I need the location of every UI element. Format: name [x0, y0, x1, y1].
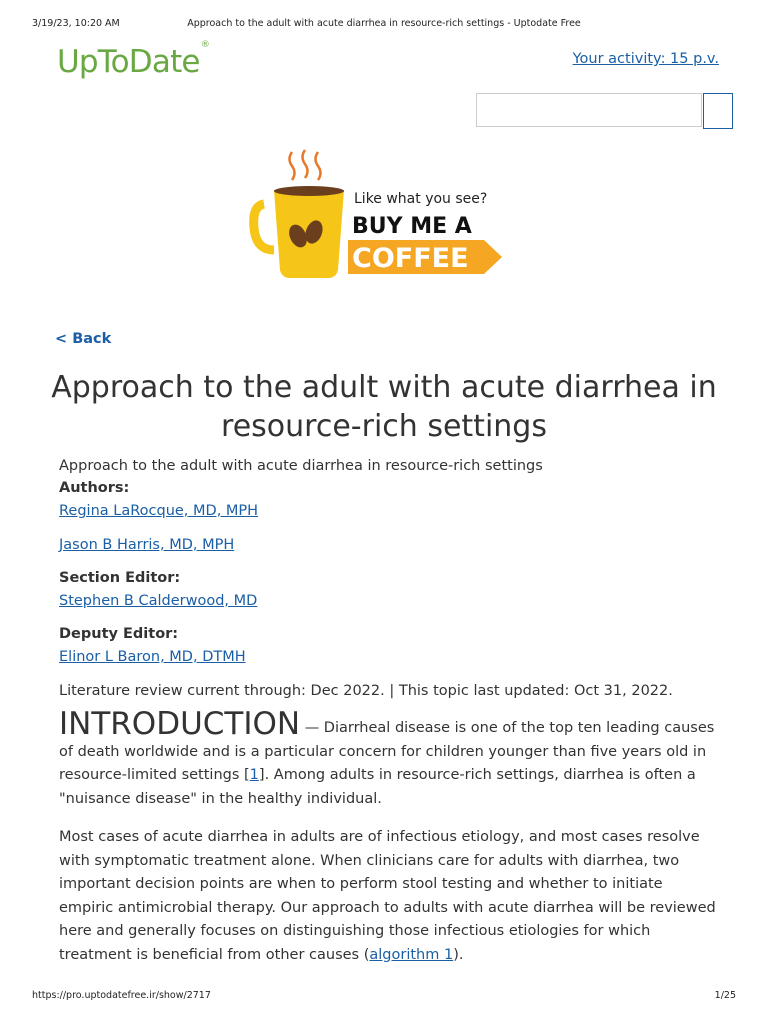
banner-line2: COFFEE: [352, 243, 469, 274]
introduction-heading: INTRODUCTION: [59, 706, 301, 742]
article-subtitle: Approach to the adult with acute diarrhea in resource-rich settings: [59, 458, 543, 474]
back-link[interactable]: < Back: [55, 331, 112, 347]
banner-tagline: Like what you see?: [354, 191, 488, 207]
para2-text-a: Most cases of acute diarrhea in adults are of infectious etiology, and most cases resolve with symptomatic treatment alone. When clinicians care for adults with diarrhea, two important decision points are when to perform stool testing and whether to initiate empiric antimicrobial therapy. Our approach to adults with acute diarrhea will be reviewed here and generally focuses on distinguishing those infectious etiologies for which treatment is beneficial from other causes (: [59, 829, 716, 963]
article-body: [59, 456, 719, 967]
search-input[interactable]: [476, 93, 702, 127]
algorithm-link[interactable]: algorithm 1: [369, 946, 454, 963]
section-editor-label: Section Editor:: [59, 570, 181, 586]
page-title: Approach to the adult with acute diarrhea in resource-rich settings: [51, 370, 717, 444]
search-button[interactable]: [703, 93, 733, 129]
author-link[interactable]: Regina LaRocque, MD, MPH: [59, 503, 259, 519]
print-url: https://pro.uptodatefree.ir/show/2717: [32, 990, 211, 1001]
uptodate-logo[interactable]: [57, 39, 209, 80]
authors-label: Authors:: [59, 480, 130, 496]
review-date-line: Literature review current through: Dec 2022. | This topic last updated: Oct 31, 2022.: [59, 683, 673, 699]
reference-link[interactable]: 1: [249, 767, 259, 783]
buy-me-a-coffee-banner[interactable]: [248, 146, 504, 286]
introduction-paragraph: [59, 706, 719, 811]
print-datetime: 3/19/23, 10:20 AM: [32, 18, 120, 29]
registered-mark: ®: [200, 39, 209, 50]
author-link[interactable]: Jason B Harris, MD, MPH: [59, 537, 235, 553]
intro-text-b: ]. Among adults in resource-rich settings, diarrhea is often a "nuisance disease" in the healthy individual.: [59, 767, 696, 807]
logo-text: UpToDate: [57, 44, 200, 80]
deputy-editor-link[interactable]: Elinor L Baron, MD, DTMH: [59, 649, 246, 665]
print-header: [32, 18, 736, 32]
intro-text-a: — Diarrheal disease is one of the top ten leading causes of death worldwide and is a particular concern for children younger than five years old in resource-limited settings [: [59, 720, 715, 783]
para2-text-b: ).: [453, 946, 464, 963]
body-paragraph: [59, 826, 719, 967]
coffee-mug-icon: [248, 146, 504, 286]
banner-line1: BUY ME A: [352, 214, 472, 239]
print-page-title: Approach to the adult with acute diarrhea in resource-rich settings - Uptodate Free: [187, 18, 581, 29]
print-footer: [32, 990, 736, 1004]
section-editor-link[interactable]: Stephen B Calderwood, MD: [59, 593, 258, 609]
print-page-number: 1/25: [714, 990, 736, 1001]
deputy-editor-label: Deputy Editor:: [59, 626, 179, 642]
activity-link[interactable]: Your activity: 15 p.v.: [572, 51, 719, 67]
